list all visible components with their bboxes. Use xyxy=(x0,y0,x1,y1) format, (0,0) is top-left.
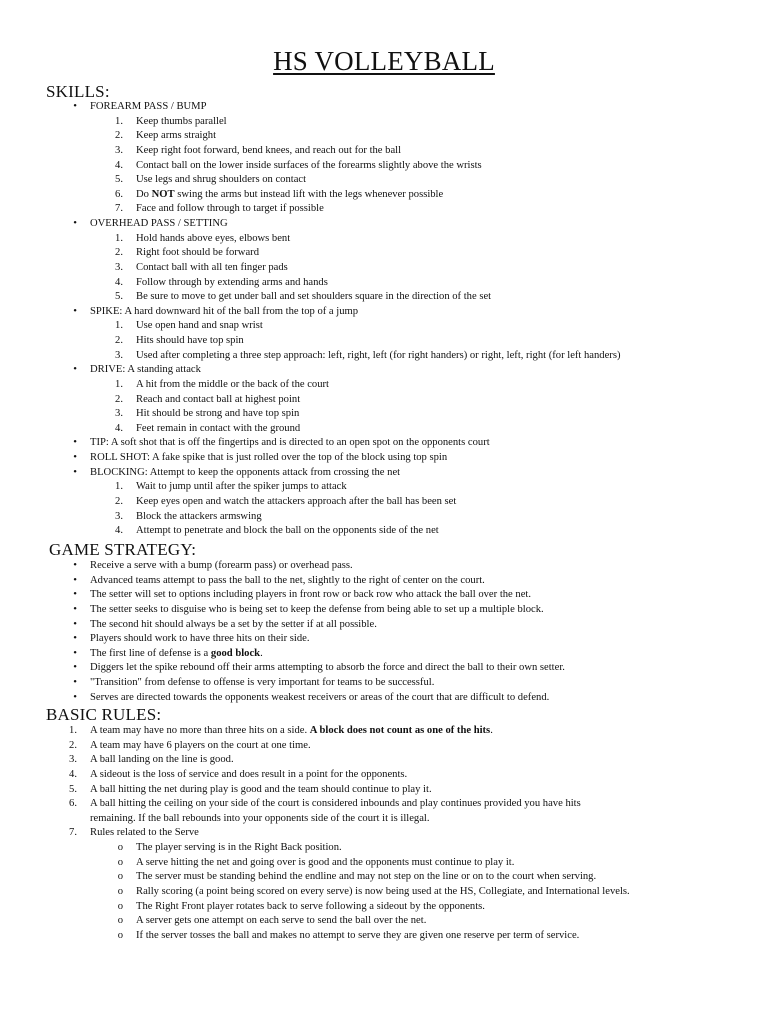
bullet-marker: • xyxy=(73,364,77,376)
rule-item: A team may have 6 players on the court at one time. xyxy=(90,739,311,751)
rule-item: A sideout is the loss of service and does result in a point for the opponents. xyxy=(90,768,408,780)
skill-step: Be sure to move to get under ball and set shoulders square in the direction of the set xyxy=(136,291,492,303)
skill-step: Hit should be strong and have top spin xyxy=(136,408,300,420)
skill-item: SPIKE: A hard downward hit of the ball from the top of a jump xyxy=(90,305,359,317)
step-number: 3. xyxy=(115,510,123,522)
skill-step: Attempt to penetrate and block the ball on the opponents side of the net xyxy=(136,525,439,537)
step-number: 1. xyxy=(115,232,123,244)
bullet-marker: • xyxy=(73,437,77,449)
step-number: 3. xyxy=(115,408,123,420)
step-number: 1. xyxy=(115,320,123,332)
serve-rule: A server gets one attempt on each serve to send the ball over the net. xyxy=(136,915,427,927)
skill-item: FOREARM PASS / BUMP xyxy=(90,101,207,112)
skill-step: Face and follow through to target if possible xyxy=(136,203,324,215)
step-number: 4. xyxy=(115,159,123,171)
step-number: 2. xyxy=(115,247,123,259)
section-heading-skills: SKILLS: xyxy=(46,82,110,101)
skill-item: ROLL SHOT: A fake spike that is just rolled over the top of the block using top spin xyxy=(90,452,448,464)
serve-rule: A serve hitting the net and going over is good and the opponents must continue to play it. xyxy=(136,856,515,868)
rule-number: 5. xyxy=(69,783,77,795)
bullet-marker: • xyxy=(73,691,77,703)
strategy-item: The second hit should always be a set by the setter if at all possible. xyxy=(90,618,377,630)
step-number: 1. xyxy=(115,378,123,390)
serve-rule: The server must be standing behind the endline and may not step on the line or on to the court when serving. xyxy=(136,871,597,883)
rule-number: 2. xyxy=(69,739,77,751)
step-number: 5. xyxy=(115,291,123,303)
step-number: 6. xyxy=(115,188,123,200)
serve-rule: The player serving is in the Right Back position. xyxy=(136,842,342,854)
serve-rule: Rally scoring (a point being scored on every serve) is now being used at the HS, Collegiate, and International levels. xyxy=(136,885,630,897)
skill-step: Hits should have top spin xyxy=(136,335,244,347)
rule-item: Rules related to the Serve xyxy=(90,827,199,839)
skill-step: Block the attackers armswing xyxy=(136,510,262,522)
skill-item: DRIVE: A standing attack xyxy=(90,364,201,376)
serve-rule: The Right Front player rotates back to serve following a sideout by the opponents. xyxy=(136,900,485,912)
rule-number: 1. xyxy=(69,725,77,736)
section-heading-rules: BASIC RULES: xyxy=(46,705,162,724)
strategy-item: Serves are directed towards the opponents weakest receivers or areas of the court that are difficult to defend. xyxy=(90,691,550,703)
skill-step: Use legs and shrug shoulders on contact xyxy=(136,174,307,186)
bullet-marker: • xyxy=(73,452,77,464)
rule-item-continued: remaining. If the ball rebounds into your opponents side of the court it is illegal. xyxy=(90,812,430,824)
step-number: 5. xyxy=(115,174,123,186)
skill-step: Follow through by extending arms and hands xyxy=(136,276,328,288)
sub-bullet-marker: o xyxy=(117,856,123,868)
step-number: 2. xyxy=(115,393,123,405)
bullet-marker: • xyxy=(73,618,77,630)
rule-item: A ball landing on the line is good. xyxy=(90,754,234,766)
skill-step: A hit from the middle or the back of the court xyxy=(136,378,329,390)
bullet-marker: • xyxy=(73,101,77,112)
rule-number: 4. xyxy=(69,768,77,780)
step-number: 4. xyxy=(115,276,123,288)
rule-number: 3. xyxy=(69,754,77,766)
step-number: 4. xyxy=(115,525,123,537)
bullet-marker: • xyxy=(73,574,77,586)
skill-step: Right foot should be forward xyxy=(136,247,259,259)
section-heading-strategy: GAME STRATEGY: xyxy=(49,540,197,559)
step-number: 3. xyxy=(115,144,123,156)
skill-step: Keep eyes open and watch the attackers approach after the ball has been set xyxy=(136,496,457,507)
step-number: 7. xyxy=(115,203,123,215)
step-number: 1. xyxy=(115,115,123,127)
skill-step: Keep right foot forward, bend knees, and reach out for the ball xyxy=(136,144,402,156)
skill-step: Keep arms straight xyxy=(136,130,217,142)
sub-bullet-marker: o xyxy=(117,915,123,927)
step-number: 2. xyxy=(115,130,123,142)
sub-bullet-marker: o xyxy=(117,885,123,897)
step-number: 2. xyxy=(115,496,123,507)
strategy-item: Diggers let the spike rebound off their arms attempting to absorb the force and direct the ball to their own setter. xyxy=(90,662,565,674)
rule-item: A ball hitting the net during play is good and the team should continue to play it. xyxy=(90,783,432,795)
skill-step: Wait to jump until after the spiker jumps to attack xyxy=(136,481,347,493)
step-number: 2. xyxy=(115,335,123,347)
bullet-marker: • xyxy=(73,218,77,230)
skill-item: OVERHEAD PASS / SETTING xyxy=(90,218,228,230)
sub-bullet-marker: o xyxy=(117,900,123,912)
sub-bullet-marker: o xyxy=(117,929,123,941)
strategy-item: The setter seeks to disguise who is being set to keep the defense from being able to set up a multiple block. xyxy=(90,603,544,615)
skill-step: Do NOT swing the arms but instead lift with the legs whenever possible xyxy=(136,188,444,200)
bullet-marker: • xyxy=(73,662,77,674)
strategy-item: The setter will set to options including players in front row or back row who attack the ball over the net. xyxy=(90,589,531,601)
skill-step: Reach and contact ball at highest point xyxy=(136,393,301,405)
bullet-marker: • xyxy=(73,677,77,689)
rule-item: A ball hitting the ceiling on your side of the court is considered inbounds and play continues provided you have hits xyxy=(90,798,581,810)
strategy-item: Advanced teams attempt to pass the ball to the net, slightly to the right of center on the court. xyxy=(90,574,485,586)
sub-bullet-marker: o xyxy=(117,871,123,883)
skill-item: BLOCKING: Attempt to keep the opponents attack from crossing the net xyxy=(90,466,401,478)
bullet-marker: • xyxy=(73,633,77,645)
skill-step: Hold hands above eyes, elbows bent xyxy=(136,232,291,244)
rule-number: 6. xyxy=(69,798,77,810)
serve-rule: If the server tosses the ball and makes no attempt to serve they are given one reserve per term of service. xyxy=(136,929,580,941)
bullet-marker: • xyxy=(73,589,77,601)
skill-step: Contact ball with all ten finger pads xyxy=(136,261,288,273)
skill-item: TIP: A soft shot that is off the fingertips and is directed to an open spot on the opponents court xyxy=(90,437,490,449)
sub-bullet-marker: o xyxy=(117,842,123,854)
skill-step: Contact ball on the lower inside surfaces of the forearms slightly above the wrists xyxy=(136,159,482,171)
skill-step: Use open hand and snap wrist xyxy=(136,320,263,332)
step-number: 4. xyxy=(115,422,123,434)
bullet-marker: • xyxy=(73,603,77,615)
rule-number: 7. xyxy=(69,827,77,839)
bullet-marker: • xyxy=(73,560,77,571)
strategy-item: Receive a serve with a bump (forearm pass) or overhead pass. xyxy=(90,560,353,571)
step-number: 1. xyxy=(115,481,123,493)
bullet-marker: • xyxy=(73,647,77,659)
strategy-item: "Transition" from defense to offense is very important for teams to be successful. xyxy=(90,677,435,689)
rule-item: A team may have no more than three hits on a side. A block does not count as one of the hits. xyxy=(90,725,493,736)
skill-step: Used after completing a three step approach: left, right, left (for right handers) or right, left, right (for left handers) xyxy=(136,349,621,361)
skill-step: Feet remain in contact with the ground xyxy=(136,422,301,434)
bullet-marker: • xyxy=(73,466,77,478)
step-number: 3. xyxy=(115,349,123,361)
strategy-item: Players should work to have three hits on their side. xyxy=(90,633,310,645)
bullet-marker: • xyxy=(73,305,77,317)
page-title: HS VOLLEYBALL xyxy=(273,46,495,76)
step-number: 3. xyxy=(115,261,123,273)
skill-step: Keep thumbs parallel xyxy=(136,115,227,127)
strategy-item: The first line of defense is a good block. xyxy=(90,647,263,659)
